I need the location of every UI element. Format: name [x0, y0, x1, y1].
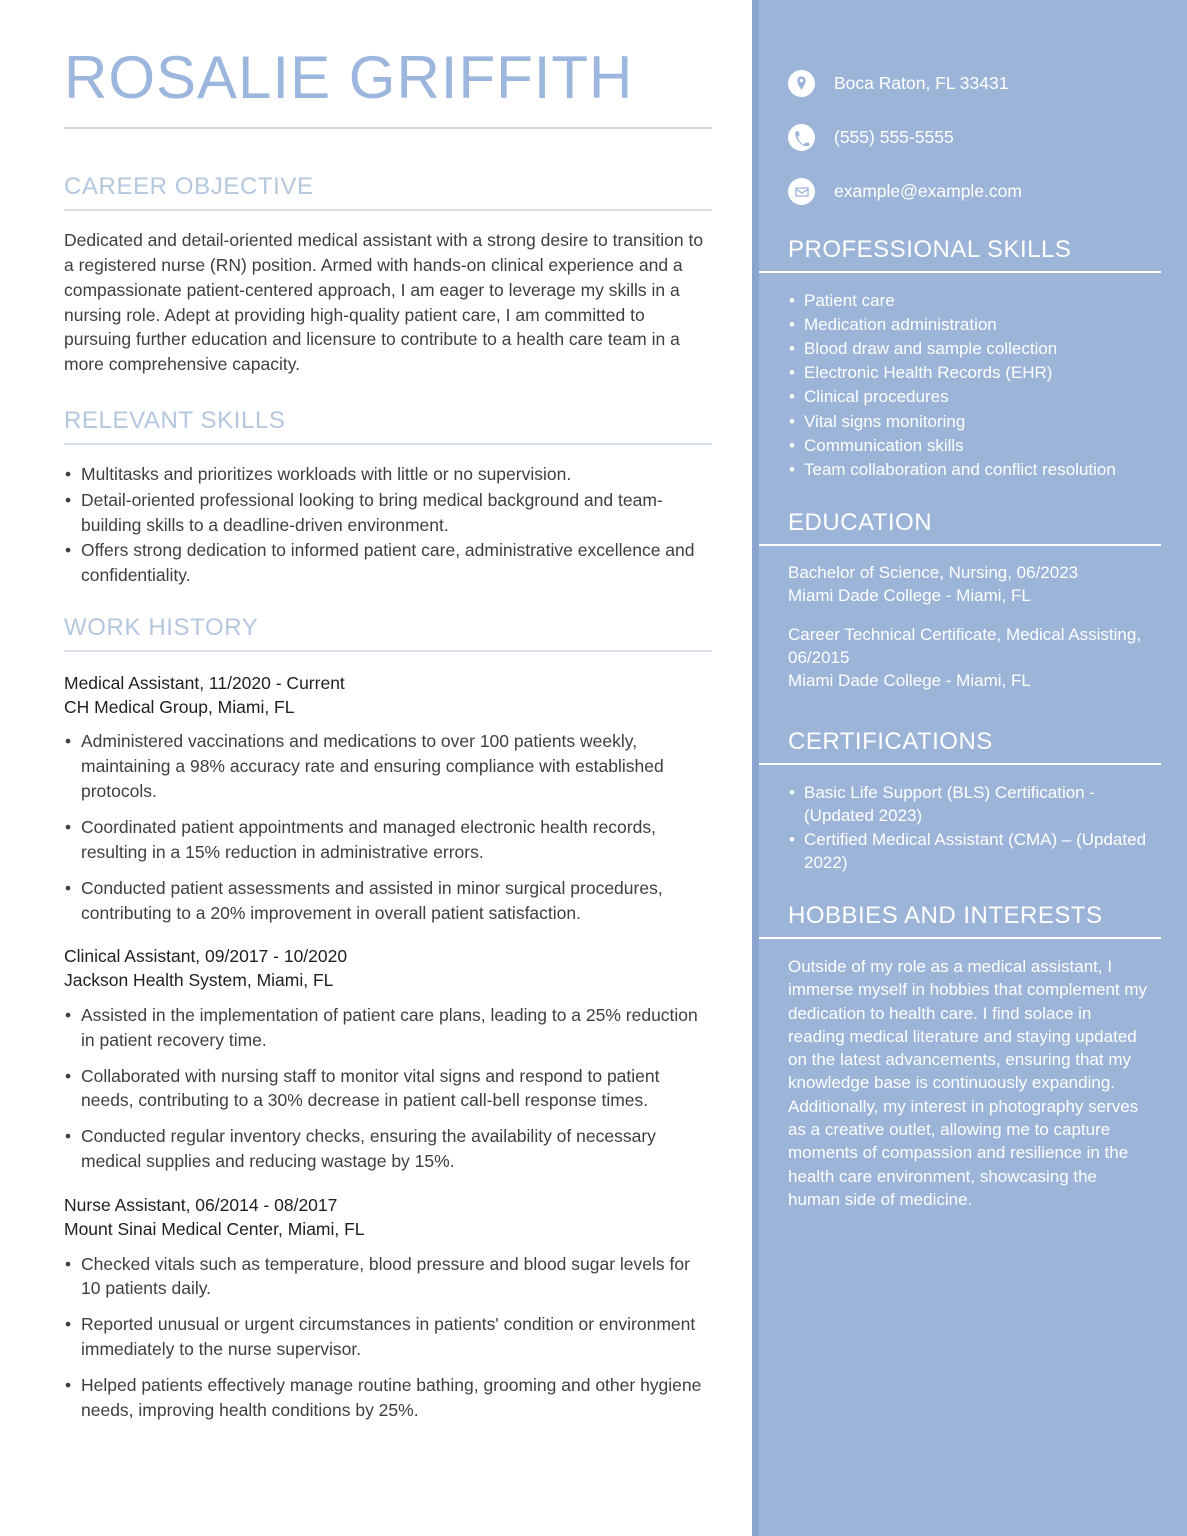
work-history-entry — [64, 945, 712, 1174]
page-title: ROSALIE GRIFFITH — [64, 44, 634, 111]
section-divider — [752, 544, 1161, 546]
section-heading-work-history: WORK HISTORY — [64, 614, 259, 642]
list-item: • Certified Medical Assistant (CMA) – (Updated 2022) — [788, 828, 1151, 874]
section-divider — [64, 650, 712, 652]
job-bullet-list — [64, 1252, 712, 1423]
education-entry — [788, 624, 1151, 693]
job-company: Jackson Health System, Miami, FL — [64, 970, 334, 991]
contact-phone-text: (555) 555-5555 — [834, 127, 954, 147]
work-history-entry — [64, 1194, 712, 1423]
section-divider — [752, 271, 1161, 273]
certifications-list — [788, 781, 1151, 874]
list-item: • Blood draw and sample collection — [788, 337, 1151, 360]
professional-skills-list — [788, 289, 1151, 481]
job-title: Medical Assistant, 11/2020 - Current — [64, 672, 345, 693]
list-item: • Patient care — [788, 289, 1151, 312]
job-company: CH Medical Group, Miami, FL — [64, 696, 295, 717]
contact-email-text: example@example.com — [834, 181, 1022, 201]
relevant-skills-list — [64, 462, 712, 588]
list-item: • Administered vaccinations and medications to over 100 patients weekly, maintaining a 98% accuracy rate and ensuring compliance with established protocols. — [64, 729, 712, 804]
work-history-entry — [64, 672, 712, 926]
education-school: Miami Dade College - Miami, FL — [788, 585, 1031, 605]
section-heading-career-objective: CAREER OBJECTIVE — [64, 173, 314, 201]
list-item: • Conducted patient assessments and assisted in minor surgical procedures, contributing to a 20% improvement in overall patient satisfaction. — [64, 876, 712, 926]
list-item: • Collaborated with nursing staff to monitor vital signs and respond to patient needs, contributing to a 30% decrease in patient call-bell response times. — [64, 1064, 712, 1114]
section-heading-education: EDUCATION — [788, 508, 933, 536]
list-item: • Team collaboration and conflict resolution — [788, 458, 1151, 481]
envelope-icon — [788, 178, 815, 205]
spacer — [788, 483, 1151, 508]
section-divider — [64, 209, 712, 211]
section-education — [788, 508, 1151, 693]
contact-list — [788, 70, 1151, 205]
location-pin-icon — [788, 70, 815, 97]
contact-row-location — [788, 70, 1151, 97]
list-item: • Reported unusual or urgent circumstances in patients' condition or environment immediately to the nurse supervisor. — [64, 1312, 712, 1362]
section-heading-certifications: CERTIFICATIONS — [788, 727, 993, 755]
section-heading-relevant-skills: RELEVANT SKILLS — [64, 407, 286, 435]
career-objective-text: Dedicated and detail-oriented medical assistant with a strong desire to transition to a registered nurse (RN) position. Armed with hands-on clinical experience and a compassionate patient-centered approach, I am eager to leverage my skills in a nursing role. Adept at providing high-quality patient care, I am committed to pursuing further education and licensure to contribute to a health care team in a more comprehensive capacity. — [64, 229, 704, 375]
section-divider — [752, 763, 1161, 765]
education-degree: Bachelor of Science, Nursing, 06/2023 — [788, 562, 1079, 582]
list-item: • Clinical procedures — [788, 385, 1151, 408]
spacer — [64, 592, 712, 614]
list-item: • Conducted regular inventory checks, ensuring the availability of necessary medical supplies and reducing wastage by 15%. — [64, 1124, 712, 1174]
education-entry — [788, 562, 1151, 608]
section-divider — [752, 937, 1161, 939]
job-company: Mount Sinai Medical Center, Miami, FL — [64, 1218, 365, 1239]
section-divider — [64, 443, 712, 445]
sidebar — [752, 0, 1187, 1536]
list-item: • Detail-oriented professional looking to bring medical background and team-building skills to a deadline-driven environment. — [64, 488, 712, 538]
list-item: • Checked vitals such as temperature, blood pressure and blood sugar levels for 10 patients daily. — [64, 1252, 712, 1302]
section-certifications — [788, 727, 1151, 874]
contact-row-email — [788, 178, 1151, 205]
education-school: Miami Dade College - Miami, FL — [788, 670, 1031, 690]
section-heading-professional-skills: PROFESSIONAL SKILLS — [788, 236, 1072, 263]
section-work-history — [64, 614, 712, 1423]
hobbies-text: Outside of my role as a medical assistant, I immerse myself in hobbies that complement my dedication to health care. I find solace in reading medical literature and staying updated on the latest advancements, ensuring that my knowledge base is continuously expanding. Additionally, my interest in photography serves as a creative outlet, allowing me to capture moments of compassion and resilience in the health care environment, showcasing the human side of medicine. — [788, 957, 1148, 1209]
list-item: • Medication administration — [788, 313, 1151, 336]
job-bullet-list — [64, 729, 712, 925]
contact-location-text: Boca Raton, FL 33431 — [834, 73, 1009, 93]
section-professional-skills — [788, 235, 1151, 481]
section-hobbies-and-interests — [788, 901, 1151, 1211]
spacer — [64, 381, 712, 407]
list-item: • Vital signs monitoring — [788, 410, 1151, 433]
section-career-objective — [64, 173, 712, 377]
list-item: • Basic Life Support (BLS) Certification - (Updated 2023) — [788, 781, 1151, 827]
section-relevant-skills — [64, 407, 712, 588]
education-degree: Career Technical Certificate, Medical Assisting, 06/2015 — [788, 624, 1142, 667]
spacer — [788, 709, 1151, 727]
list-item: • Helped patients effectively manage routine bathing, grooming and other hygiene needs, improving health conditions by 25%. — [64, 1373, 712, 1423]
list-item: • Offers strong dedication to informed patient care, administrative excellence and confidentiality. — [64, 538, 712, 588]
list-item: • Multitasks and prioritizes workloads with little or no supervision. — [64, 462, 712, 487]
phone-icon — [788, 124, 815, 151]
spacer — [788, 876, 1151, 901]
header-divider — [64, 127, 712, 129]
list-item: • Assisted in the implementation of patient care plans, leading to a 25% reduction in patient recovery time. — [64, 1003, 712, 1053]
list-item: • Communication skills — [788, 434, 1151, 457]
job-title: Clinical Assistant, 09/2017 - 10/2020 — [64, 946, 348, 967]
list-item: • Electronic Health Records (EHR) — [788, 361, 1151, 384]
job-title: Nurse Assistant, 06/2014 - 08/2017 — [64, 1195, 338, 1216]
list-item: • Coordinated patient appointments and managed electronic health records, resulting in a 15% reduction in administrative errors. — [64, 815, 712, 865]
job-bullet-list — [64, 1003, 712, 1174]
section-heading-hobbies: HOBBIES AND INTERESTS — [788, 902, 1103, 929]
contact-row-phone — [788, 124, 1151, 151]
